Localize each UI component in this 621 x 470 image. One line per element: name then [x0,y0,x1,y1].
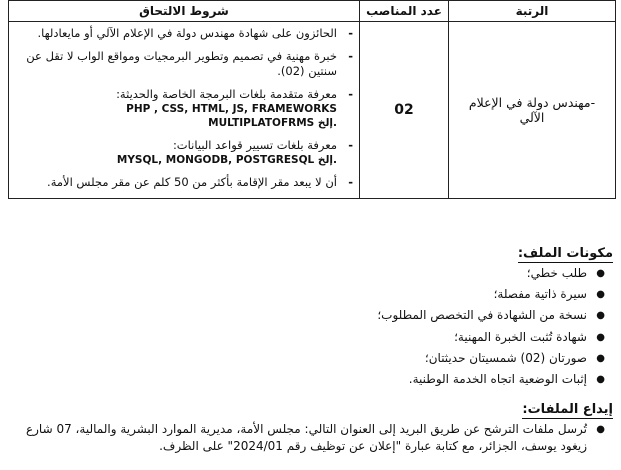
condition-text: معرفة بلغات تسيير قواعد البيانات: [172,138,337,152]
table-header-row [9,1,616,22]
condition-text: الحائزون على شهادة مهندس دولة في الإعلام الآلي أو مايعادلها. [37,26,337,40]
list-item: ● سيرة ذاتية مفصلة؛ [493,287,605,302]
file-components-title: مكونات الملف: [517,246,613,261]
condition-item: - الحائزون على شهادة مهندس دولة في الإعلام الآلي أو مايعادلها. [37,26,353,40]
condition-item: - خبرة مهنية في تصميم وتطوير البرمجيات ومواقع الواب لا تقل عن سنتين (02). [26,49,353,78]
cell-count: 02 [360,22,449,199]
list-item: ● طلب خطي؛ [526,266,605,280]
database-languages: MYSQL, MONGODB, POSTGRESQL إلخ. [116,154,337,166]
list-item: ● صورتان (02) شمسيتان حديثتان؛ [424,350,605,365]
table-row [9,22,616,199]
file-components-list [13,266,613,393]
file-deposit-text: ● تُرسل ملفات الترشح عن طريق البريد إلى العنوان التالي: مجلس الأمة، مديرية الموارد البشرية والمالية، 07 شارع زيغود يوسف، الجزائر، مع كتابة عبارة "إعلان عن توظيف رقم 2024/01" على الظرف. [25,422,605,453]
condition-text: أن لا يبعد مقر الإقامة بأكثر من 50 كلم عن مقر مجلس الأمة. [47,175,337,189]
conditions-list [19,26,353,190]
condition-item: - أن لا يبعد مقر الإقامة بأكثر من 50 كلم عن مقر مجلس الأمة. [47,175,353,189]
header-rank: الرتبة [449,1,616,22]
header-count: عدد المناصب [360,1,449,22]
header-conditions: شروط الالتحاق [9,1,360,22]
list-item: ● شهادة تُثبت الخبرة المهنية؛ [454,329,605,344]
cell-rank: -مهندس دولة في الإعلام الآلي [449,22,616,199]
list-item: ● إثبات الوضعية اتجاه الخدمة الوطنية. [408,371,605,386]
job-table [8,0,616,199]
programming-languages: PHP , CSS, HTML, JS, FRAMEWORKS MULTIPLATOFRMS إلخ. [126,103,337,129]
condition-text: معرفة متقدمة بلغات البرمجة الخاصة والحديثة: [116,87,337,101]
list-item: ● نسخة من الشهادة في التخصص المطلوب؛ [377,308,605,323]
file-deposit-title: إيداع الملفات: [522,402,613,417]
cell-conditions [9,22,360,199]
condition-item: - معرفة بلغات تسيير قواعد البيانات: MYSQL, MONGODB, POSTGRESQL إلخ. [19,138,353,167]
condition-text: خبرة مهنية في تصميم وتطوير البرمجيات ومواقع الواب لا تقل عن سنتين (02). [26,49,337,78]
condition-item: - معرفة متقدمة بلغات البرمجة الخاصة والحديثة: PHP , CSS, HTML, JS, FRAMEWORKS MULTIPLATOFRMS إلخ. [19,87,353,130]
